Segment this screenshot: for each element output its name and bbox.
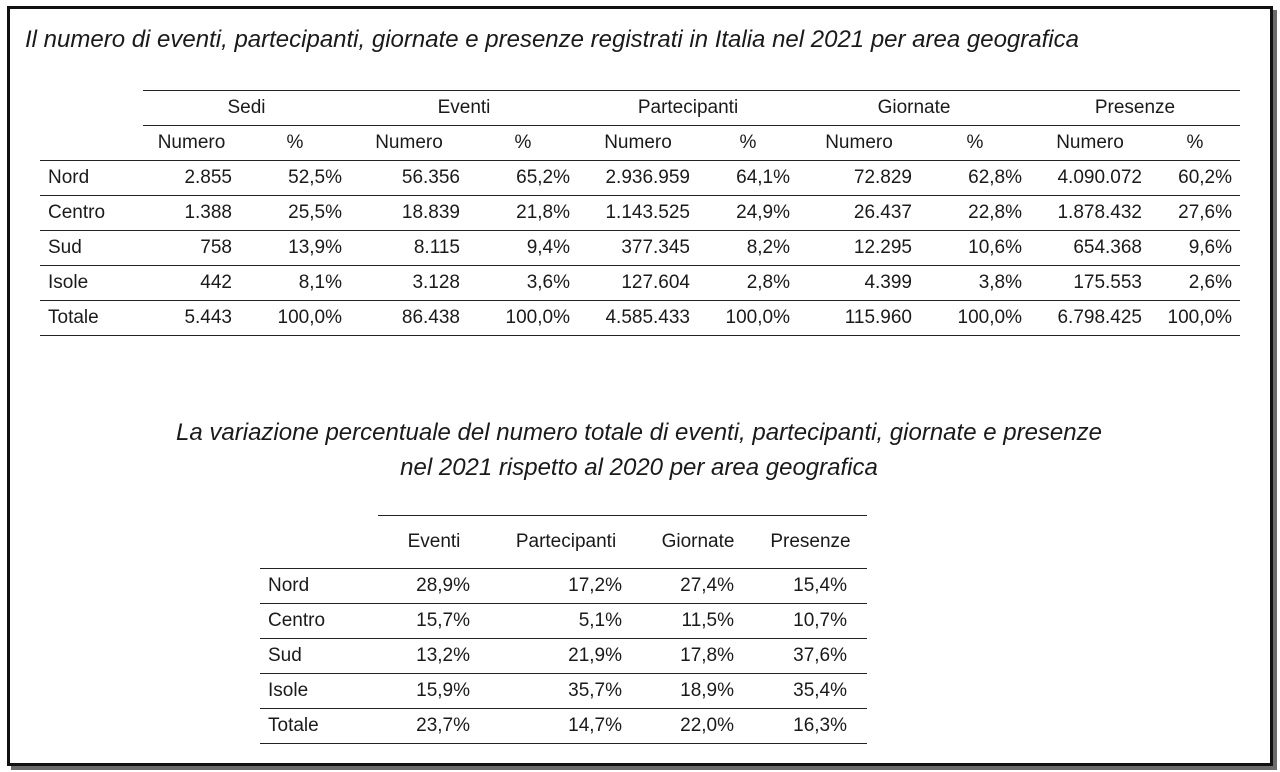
table2-title-line1-text: La variazione percentuale del numero totale di eventi, partecipanti, giornate e presenze [176,419,1102,446]
row-label: Nord [260,569,378,604]
sub-header-percent: % [920,126,1030,161]
table-cell: 60,2% [1150,161,1240,196]
table-cell: 4.090.072 [1030,161,1150,196]
table-cell: 442 [143,266,240,301]
table-cell: 62,8% [920,161,1030,196]
table-cell: 1.878.432 [1030,196,1150,231]
table-cell: 26.437 [798,196,920,231]
table-cell: 127.604 [578,266,698,301]
table-cell: 10,6% [920,231,1030,266]
table-cell: 23,7% [378,709,490,744]
table-cell: 8,2% [698,231,798,266]
table-cell: 4.585.433 [578,301,698,336]
table-row [260,569,867,604]
table-cell: 18,9% [642,674,754,709]
table-cell: 5,1% [490,604,642,639]
table-cell: 86.438 [350,301,468,336]
table-cell: 2.936.959 [578,161,698,196]
table-row [40,301,1240,336]
table-cell: 24,9% [698,196,798,231]
sub-header-numero: Numero [798,126,920,161]
table-row [260,639,867,674]
row-label: Nord [40,161,143,196]
table-cell: 13,2% [378,639,490,674]
row-label: Totale [260,709,378,744]
table-row [260,709,867,744]
table-cell: 52,5% [240,161,350,196]
group-header-partecipanti: Partecipanti [578,91,798,126]
table-cell: 3.128 [350,266,468,301]
table-cell: 2,8% [698,266,798,301]
table-variation-by-area [260,515,867,744]
header-partecipanti: Partecipanti [490,516,642,569]
table-cell: 35,7% [490,674,642,709]
table-row [40,196,1240,231]
table1-title: Il numero di eventi, partecipanti, giornate e presenze registrati in Italia nel 2021 per area geografica [25,26,1079,53]
table-row [260,604,867,639]
table-cell: 654.368 [1030,231,1150,266]
table-cell: 27,4% [642,569,754,604]
table-cell: 3,8% [920,266,1030,301]
header-corner [40,126,143,161]
row-label: Isole [40,266,143,301]
sub-header-row [40,126,1240,161]
table-cell: 27,6% [1150,196,1240,231]
row-label: Centro [260,604,378,639]
table-cell: 9,6% [1150,231,1240,266]
table-cell: 15,9% [378,674,490,709]
row-label: Sud [260,639,378,674]
sub-header-numero: Numero [1030,126,1150,161]
table-cell: 6.798.425 [1030,301,1150,336]
table-cell: 12.295 [798,231,920,266]
table-cell: 377.345 [578,231,698,266]
table-cell: 3,6% [468,266,578,301]
table-cell: 22,8% [920,196,1030,231]
table-cell: 14,7% [490,709,642,744]
table-cell: 15,4% [754,569,867,604]
group-header-sedi: Sedi [143,91,350,126]
table-cell: 175.553 [1030,266,1150,301]
table-row [40,266,1240,301]
table-cell: 17,2% [490,569,642,604]
table-cell: 2.855 [143,161,240,196]
header-eventi: Eventi [378,516,490,569]
table2-title-line1 [0,418,1270,448]
table-cell: 8.115 [350,231,468,266]
table-cell: 100,0% [240,301,350,336]
sub-header-percent: % [240,126,350,161]
sub-header-percent: % [698,126,798,161]
table-cell: 28,9% [378,569,490,604]
table-cell: 11,5% [642,604,754,639]
table-cell: 100,0% [698,301,798,336]
table-cell: 5.443 [143,301,240,336]
table-cell: 2,6% [1150,266,1240,301]
table2-title-line2-text: nel 2021 rispetto al 2020 per area geografica [400,454,878,481]
table-cell: 1.388 [143,196,240,231]
table-cell: 72.829 [798,161,920,196]
row-label: Centro [40,196,143,231]
table-cell: 17,8% [642,639,754,674]
table-cell: 64,1% [698,161,798,196]
table-cell: 13,9% [240,231,350,266]
table-cell: 25,5% [240,196,350,231]
sub-header-numero: Numero [578,126,698,161]
header-presenze: Presenze [754,516,867,569]
header-corner [40,91,143,126]
table-cell: 35,4% [754,674,867,709]
header-corner [260,516,378,569]
table-cell: 65,2% [468,161,578,196]
table-row [40,231,1240,266]
table-cell: 22,0% [642,709,754,744]
table-cell: 758 [143,231,240,266]
table-cell: 56.356 [350,161,468,196]
table-cell: 37,6% [754,639,867,674]
row-label: Totale [40,301,143,336]
table-cell: 9,4% [468,231,578,266]
table-cell: 100,0% [1150,301,1240,336]
table-cell: 21,8% [468,196,578,231]
table-cell: 1.143.525 [578,196,698,231]
header-row [260,516,867,569]
sub-header-numero: Numero [143,126,240,161]
table-cell: 10,7% [754,604,867,639]
table-row [40,161,1240,196]
sub-header-numero: Numero [350,126,468,161]
group-header-giornate: Giornate [798,91,1030,126]
table2-title-line2 [0,453,1270,483]
group-header-eventi: Eventi [350,91,578,126]
row-label: Isole [260,674,378,709]
table-cell: 115.960 [798,301,920,336]
sub-header-percent: % [468,126,578,161]
table-events-by-area [40,90,1240,336]
row-label: Sud [40,231,143,266]
header-giornate: Giornate [642,516,754,569]
group-header-row [40,91,1240,126]
table-cell: 100,0% [920,301,1030,336]
sub-header-percent: % [1150,126,1240,161]
table-cell: 8,1% [240,266,350,301]
table-cell: 16,3% [754,709,867,744]
table-cell: 21,9% [490,639,642,674]
table-row [260,674,867,709]
table-cell: 18.839 [350,196,468,231]
table-cell: 15,7% [378,604,490,639]
group-header-presenze: Presenze [1030,91,1240,126]
table-cell: 100,0% [468,301,578,336]
table-cell: 4.399 [798,266,920,301]
